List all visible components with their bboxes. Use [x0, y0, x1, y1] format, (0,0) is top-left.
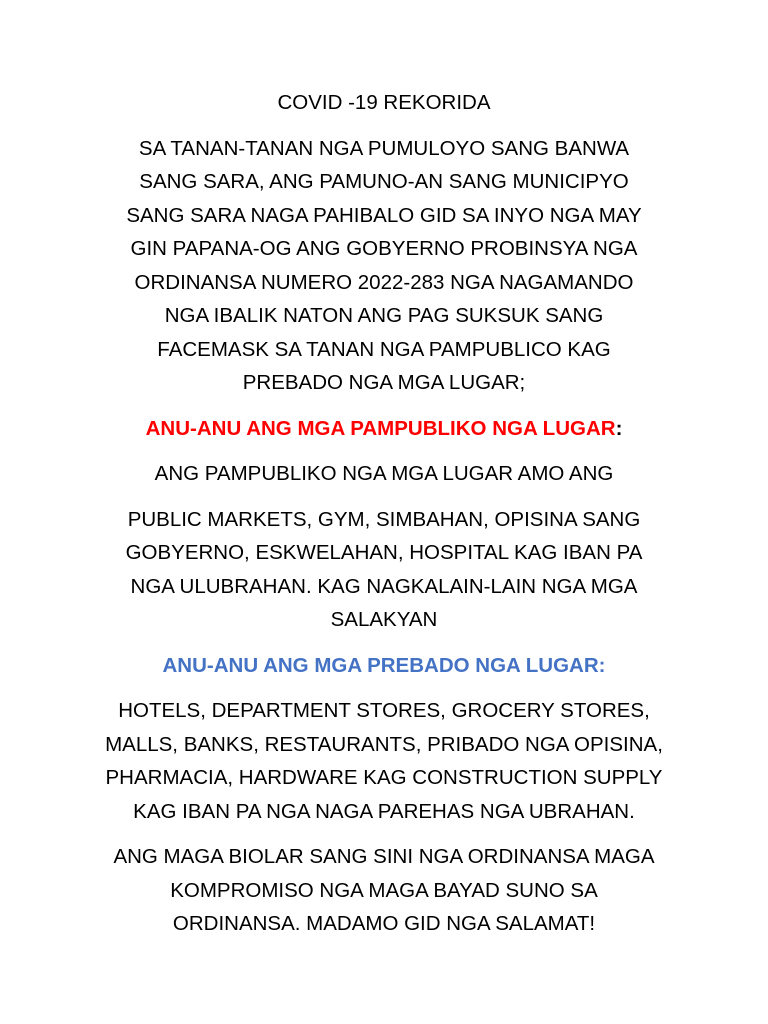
public-list-line: NGA ULUBRAHAN. KAG NAGKALAIN-LAIN NGA MGA — [130, 574, 638, 598]
intro-line: PREBADO NGA MGA LUGAR; — [242, 371, 526, 394]
closing-paragraph — [84, 840, 684, 941]
public-places-list — [84, 503, 684, 637]
document-page — [0, 86, 768, 941]
intro-line: ORDINANSA NUMERO 2022-283 NGA NAGAMANDO — [134, 270, 634, 294]
private-list-line: HOTELS, DEPARTMENT STORES, GROCERY STORES, — [118, 699, 650, 722]
private-list-line: PHARMACIA, HARDWARE KAG CONSTRUCTION SUPPLY — [105, 766, 663, 789]
public-list-line: PUBLIC MARKETS, GYM, SIMBAHAN, OPISINA SANG — [127, 507, 641, 531]
public-places-intro — [84, 457, 684, 491]
private-places-heading — [84, 649, 684, 683]
private-places-heading-text: ANU-ANU ANG MGA PREBADO NGA LUGAR: — [162, 653, 606, 677]
document-title-block — [84, 86, 684, 120]
intro-paragraph — [84, 132, 684, 400]
intro-line: SA TANAN-TANAN NGA PUMULOYO SANG BANWA — [138, 136, 630, 160]
private-list-line: MALLS, BANKS, RESTAURANTS, PRIBADO NGA OPISINA, — [105, 732, 663, 756]
intro-line: FACEMASK SA TANAN NGA PAMPUBLICO KAG — [157, 337, 611, 361]
private-places-list — [84, 694, 684, 828]
document-title: COVID -19 REKORIDA — [277, 91, 491, 114]
private-list-line: KAG IBAN PA NGA NAGA PAREHAS NGA UBRAHAN. — [133, 799, 635, 823]
intro-line: SANG SARA, ANG PAMUNO-AN SANG MUNICIPYO — [139, 170, 629, 193]
public-list-line: GOBYERNO, ESKWELAHAN, HOSPITAL KAG IBAN PA — [125, 541, 643, 564]
public-places-heading-colon: : — [615, 416, 623, 440]
closing-line: KOMPROMISO NGA MAGA BAYAD SUNO SA — [170, 878, 598, 902]
public-places-heading — [84, 412, 684, 446]
intro-line: GIN PAPANA-OG ANG GOBYERNO PROBINSYA NGA — [130, 237, 638, 260]
intro-line: SANG SARA NAGA PAHIBALO GID SA INYO NGA MAY — [126, 203, 642, 227]
public-places-heading-text: ANU-ANU ANG MGA PAMPUBLIKO NGA LUGAR — [145, 416, 616, 440]
public-list-line: SALAKYAN — [330, 608, 438, 631]
intro-line: NGA IBALIK NATON ANG PAG SUKSUK SANG — [164, 304, 604, 327]
public-intro-line: ANG PAMPUBLIKO NGA MGA LUGAR AMO ANG — [154, 462, 614, 485]
closing-line: ANG MAGA BIOLAR SANG SINI NGA ORDINANSA MAGA — [113, 845, 655, 868]
closing-line: ORDINANSA. MADAMO GID NGA SALAMAT! — [172, 912, 596, 935]
